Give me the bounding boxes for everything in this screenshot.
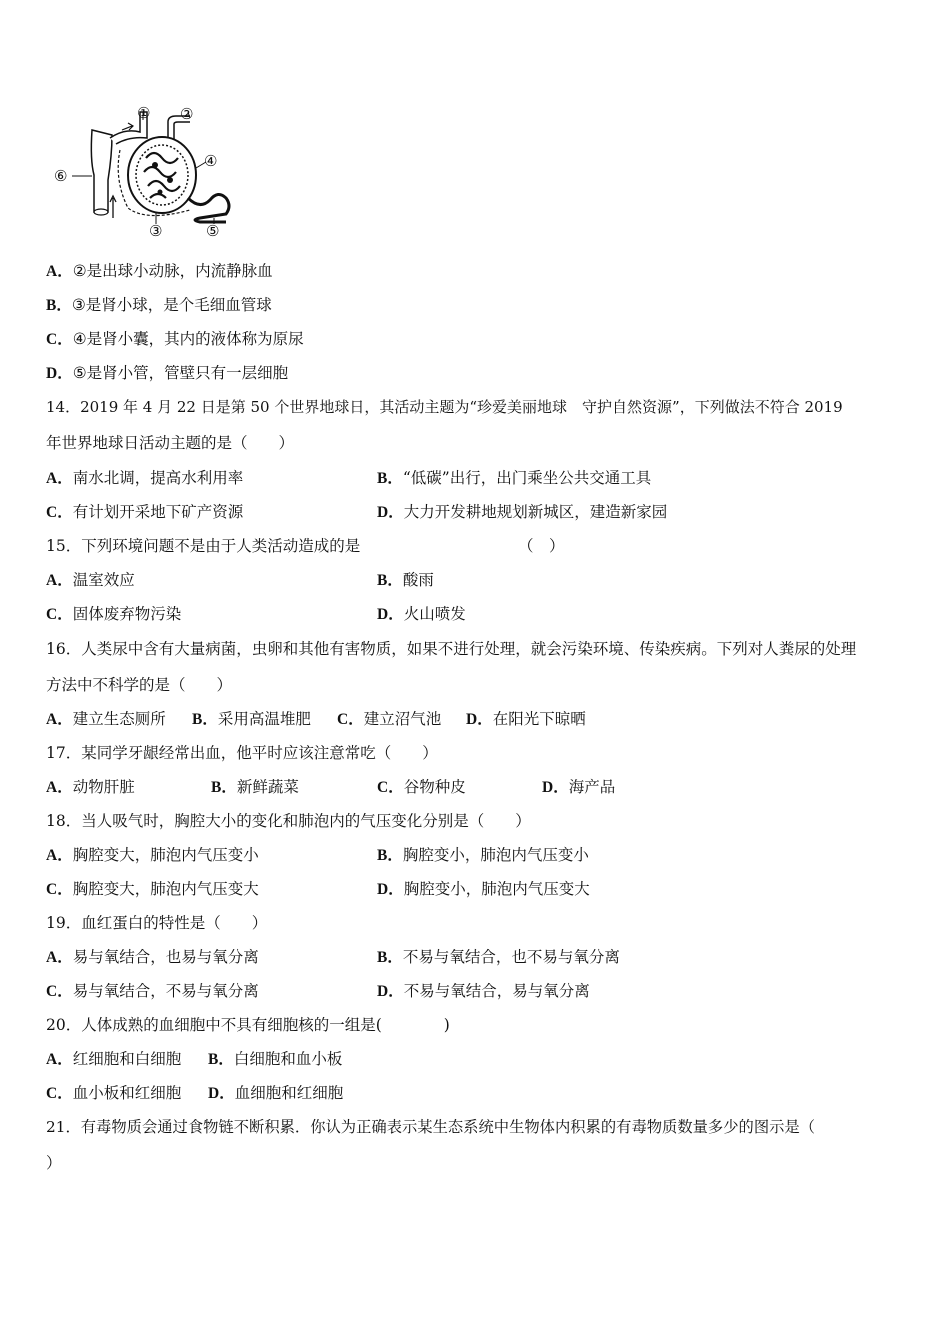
q20-stem: 20．人体成熟的血细胞中不具有细胞核的一组是( ) bbox=[46, 1016, 450, 1034]
q15-paren: （ ） bbox=[518, 537, 565, 555]
q20-option-b: B．白细胞和血小板 bbox=[208, 1050, 343, 1068]
q17-option-d: D．海产品 bbox=[542, 778, 616, 796]
q19-option-c: C．易与氧结合，不易与氧分离 bbox=[46, 982, 259, 1000]
label-5: ⑤ bbox=[206, 222, 220, 240]
q16-option-a: A．建立生态厕所 bbox=[46, 710, 166, 728]
label-2: ② bbox=[180, 105, 194, 123]
q20-option-c: C．血小板和红细胞 bbox=[46, 1084, 182, 1102]
q18-option-d: D．胸腔变小，肺泡内气压变大 bbox=[377, 880, 590, 898]
blood-vessel bbox=[91, 130, 112, 212]
q17-option-b: B．新鲜蔬菜 bbox=[211, 778, 299, 796]
q14-option-d: D．大力开发耕地规划新城区，建造新家园 bbox=[377, 503, 668, 521]
q18-stem: 18．当人吸气时，胸腔大小的变化和肺泡内的气压变化分别是（ ） bbox=[46, 812, 531, 830]
q13-option-d: D．⑤是肾小管，管壁只有一层细胞 bbox=[46, 364, 289, 382]
q19-stem: 19．血红蛋白的特性是（ ） bbox=[46, 914, 268, 932]
q13-option-a: A．②是出球小动脉，内流静脉血 bbox=[46, 262, 273, 280]
label-4: ④ bbox=[204, 152, 218, 170]
q14-option-c: C．有计划开采地下矿产资源 bbox=[46, 503, 244, 521]
q13-option-c: C．④是肾小囊，其内的液体称为原尿 bbox=[46, 330, 304, 348]
label-6: ⑥ bbox=[54, 167, 68, 185]
q15-option-b: B．酸雨 bbox=[377, 571, 434, 589]
renal-tubule bbox=[188, 194, 229, 222]
q16-stem-line1: 16．人类尿中含有大量病菌，虫卵和其他有害物质，如果不进行处理，就会污染环境、传染疾病。下列对人粪尿的处理 bbox=[46, 640, 857, 658]
q17-option-c: C．谷物种皮 bbox=[377, 778, 466, 796]
q14-option-b: B．“低碳”出行，出门乘坐公共交通工具 bbox=[377, 469, 652, 487]
q18-option-c: C．胸腔变大，肺泡内气压变大 bbox=[46, 880, 259, 898]
q21-stem-line1: 21．有毒物质会通过食物链不断积累．你认为正确表示某生态系统中生物体内积累的有毒物质数量多少的图示是（ bbox=[46, 1118, 816, 1136]
q14-stem-line1: 14．2019 年 4 月 22 日是第 50 个世界地球日，其活动主题为“珍爱美丽地球 守护自然资源”，下列做法不符合 2019 bbox=[46, 398, 843, 416]
q20-option-a: A．红细胞和白细胞 bbox=[46, 1050, 182, 1068]
q15-option-c: C．固体废弃物污染 bbox=[46, 605, 182, 623]
q18-option-b: B．胸腔变小，肺泡内气压变小 bbox=[377, 846, 589, 864]
q15-option-a: A．温室效应 bbox=[46, 571, 135, 589]
q16-stem-line2: 方法中不科学的是（ ） bbox=[46, 676, 233, 694]
q19-option-d: D．不易与氧结合，易与氧分离 bbox=[377, 982, 590, 1000]
q14-option-a: A．南水北调，提高水利用率 bbox=[46, 469, 244, 487]
q19-option-a: A．易与氧结合，也易与氧分离 bbox=[46, 948, 259, 966]
q15-stem: 15．下列环境问题不是由于人类活动造成的是 bbox=[46, 537, 361, 555]
q14-stem-line2: 年世界地球日活动主题的是（ ） bbox=[46, 434, 295, 452]
q18-option-a: A．胸腔变大，肺泡内气压变小 bbox=[46, 846, 259, 864]
q17-stem: 17．某同学牙龈经常出血，他平时应该注意常吃（ ） bbox=[46, 744, 438, 762]
nephron-diagram bbox=[50, 100, 240, 240]
q16-option-c: C．建立沼气池 bbox=[337, 710, 442, 728]
q16-option-b: B．采用高温堆肥 bbox=[192, 710, 311, 728]
label-1: ① bbox=[137, 104, 151, 122]
q17-option-a: A．动物肝脏 bbox=[46, 778, 135, 796]
q16-option-d: D．在阳光下晾晒 bbox=[466, 710, 586, 728]
q20-option-d: D．血细胞和红细胞 bbox=[208, 1084, 344, 1102]
q15-option-d: D．火山喷发 bbox=[377, 605, 466, 623]
q13-option-b: B．③是肾小球，是个毛细血管球 bbox=[46, 296, 272, 314]
label-3: ③ bbox=[149, 222, 163, 240]
q21-stem-line2: ） bbox=[46, 1154, 62, 1172]
q19-option-b: B．不易与氧结合，也不易与氧分离 bbox=[377, 948, 620, 966]
